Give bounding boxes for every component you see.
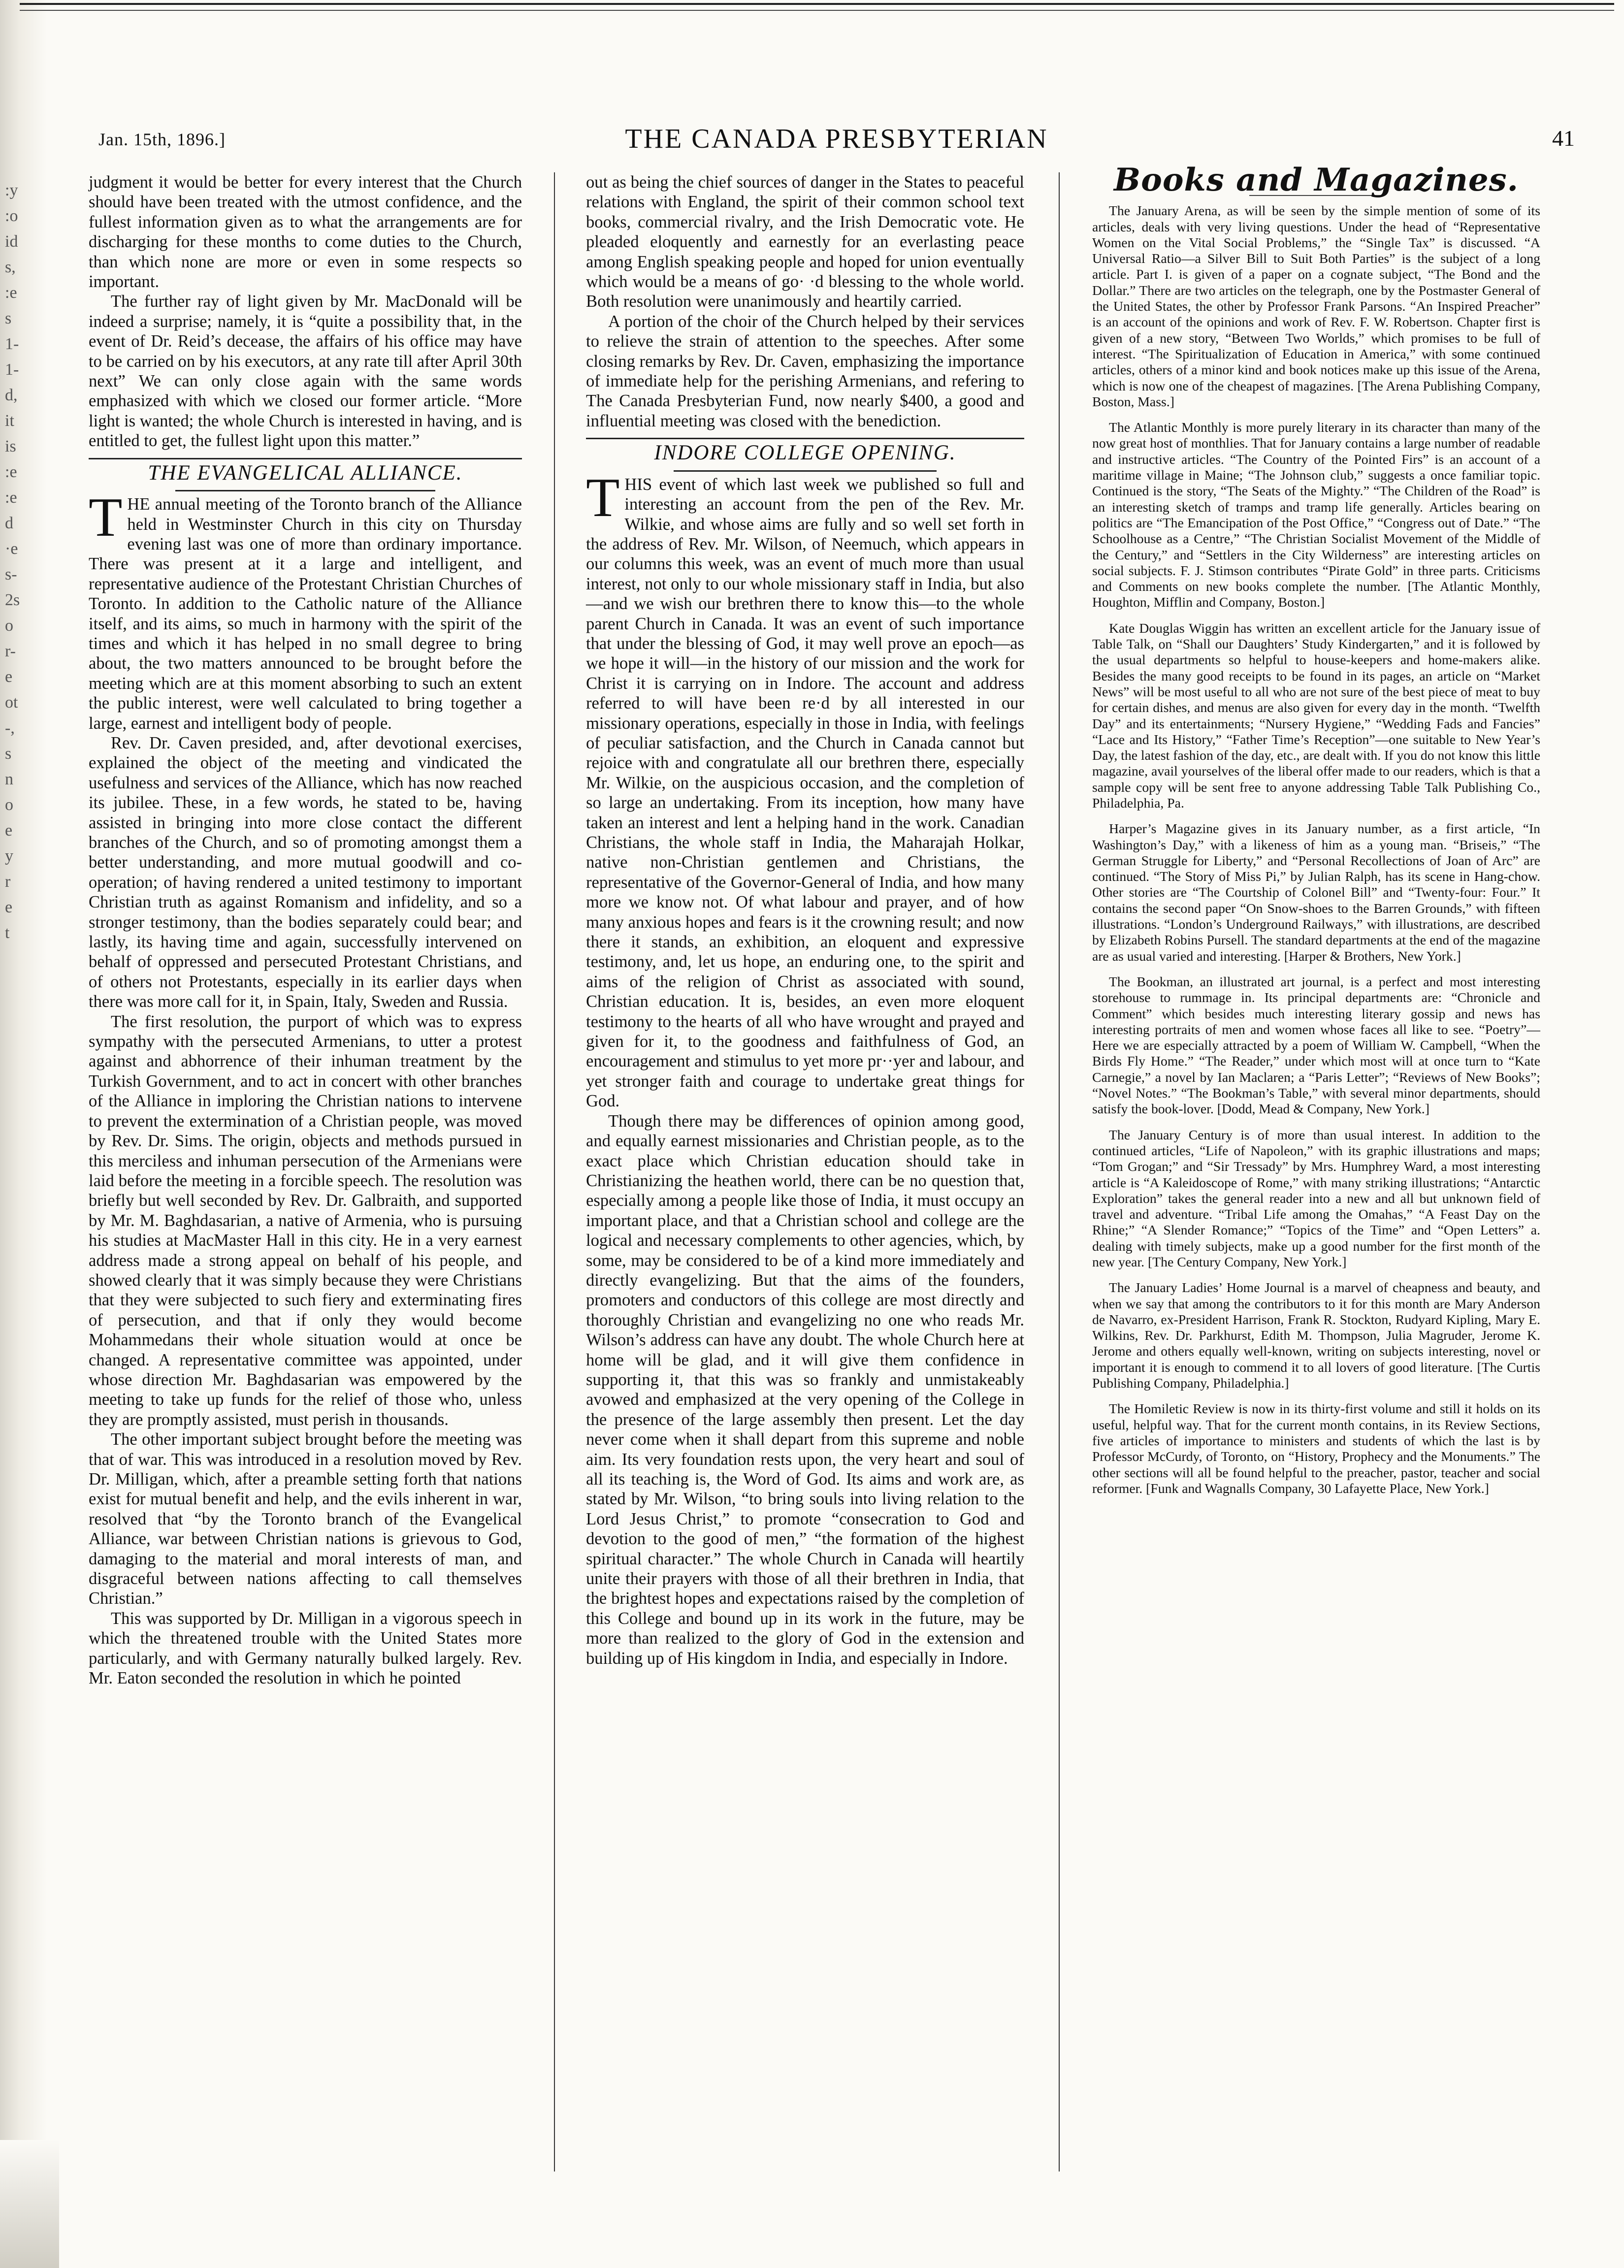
review-paragraph: Harper’s Magazine gives in its January number, as a first article, “In Washington’s Day,” with a likeness of him as a young man. “Briseis,” “The German Struggle for Liberty,” and “Personal Recollections of Joan of Arc” are continued. “The Story of Miss Pi,” by Julian Ralph, has its scene in Hang-chow. Other stories are “The Courtship of Colonel Bill” and “Twenty-four: Four.” It contains the second paper “On Snow-shoes to the Barren Grounds,” with fifteen illustrations. “London’s Underground Railways,” with illustrations, are described by Elizabeth Robins Pursell. The standard departments at the end of the magazine are as usual varied and interesting. [Harper & Brothers, New York.] xyxy=(1092,821,1540,964)
review-paragraph: Kate Douglas Wiggin has written an excellent article for the January issue of Table Talk, on “Shall our Daughters’ Study Kindergarten,” and it is followed by the usual departments so helpful to house-keepers and home-makers alike. Besides the many good receipts to be found in its pages, an article on “Market News” will be most useful to all who are not sure of the best piece of meat to buy for certain dishes, and menus are also given for every day in the month. “Twelfth Day” and its entertainments; “Nursery Hygiene,” “Wedding Fads and Fancies” “Lace and Its History,” “Father Time’s Reception”—one suitable to New Year’s Day, the latest fashion of the day, etc., are dealt with. If you do not know this little magazine, avail yourselves of the liberal offer made to our readers, which is that a sample copy will be sent free to anyone addressing Table Talk Publishing Co., Philadelphia, Pa. xyxy=(1092,620,1540,810)
section-heading-indore-college: INDORE COLLEGE OPENING. xyxy=(654,441,956,465)
paragraph: A portion of the choir of the Church helped by their services to relieve the strain of attention to the speeches. After some closing remarks by Rev. Dr. Caven, emphasizing the importance of immediate help for the perishing Armenians, and refering to The Canada Presbyterian Fund, now nearly $400, a good and influential meeting was closed with the benediction. xyxy=(586,312,1024,430)
review-paragraph: The Bookman, an illustrated art journal, is a perfect and most interesting storehouse to rummage in. Its principal departments are: “Chronicle and Comment” which besides much interesting literary gossip and news has interesting portraits of men and women whose faces all like to see. “Poetry”—Here we are especially attracted by a poem of William W. Campbell, “When the Birds Fly Home.” “The Reader,” under which most will at once turn to “Kate Carnegie,” a novel by Ian Maclaren; a “Paris Letter”; “Reviews of New Books”; “Novel Notes.” “The Bookman’s Table,” with several minor departments, should satisfy the book-lover. [Dodd, Mead & Company, New York.] xyxy=(1092,973,1540,1117)
column-3 xyxy=(1092,162,1540,1506)
issue-date: Jan. 15th, 1896.] xyxy=(98,130,226,149)
page-header xyxy=(98,123,1575,153)
paragraph-text: HIS event of which last week we published so full and interesting an account from the pen of the Rev. Mr. Wilkie, and whose aims are fully and so well set forth in the address of Rev. Mr. Wilson, of Neemuch, which appears in our columns this week, was an event of much more than usual interest, not only to our whole missionary staff in India, but also—and we wish our brethren there to know this—to the whole parent Church in Canada. It was an event of such importance that under the blessing of God, it may well prove an epoch—as we hope it will—in the history of our mission and the work for Christ it is carrying on in Indore. The account and address referred to will have been re·d by all interested in our missionary operations, especially in those in India, with feelings of peculiar satisfaction, and the Church in Canada cannot but rejoice with and congratulate all our brethren there, especially Mr. Wilkie, on the auspicious occasion, and the completion of so large an undertaking. From its inception, how many have taken an interest and lent a helping hand in the work. Canadian Christians, the whole staff in India, the Maharajah Holkar, native non-Christian gentlemen and Christians, the representative of the Governor-General of India, and how many more we know not. Of what labour and prayer, and of how many anxious hopes and fears is it the crowning result; and now there it stands, an exhibition, an eloquent and expressive testimony, and, let us hope, an enduring one, to the spirit and aims of the religion of Christ as associated with sound, Christian education. It is, besides, an even more eloquent testimony to the hearts of all who have wrought and prayed and given for it, to the goodness and faithfulness of God, an encouragement and stimulus to yet more pr··yer and labour, and yet stronger faith and courage to undertake great things for God. xyxy=(586,475,1024,1111)
margin-fragment: e xyxy=(5,898,13,916)
margin-fragment: :o xyxy=(5,207,18,225)
books-and-magazines-heading: Books and Magazines. xyxy=(1114,162,1519,198)
page-stain xyxy=(0,2140,59,2268)
paragraph: out as being the chief sources of danger in the States to peaceful relations with England, the spirit of their common school text books, commercial rivalry, and the Irish Democratic vote. He pleaded eloquently and earnestly for an everlasting peace among English speaking people and hoped for union eventually which would be a means of go· ·d blessing to the whole world. Both resolution were unanimously and heartily carried. xyxy=(586,173,1024,311)
drop-cap: T xyxy=(586,467,620,528)
top-border-rule xyxy=(20,3,1614,11)
margin-fragment: o xyxy=(5,796,13,814)
margin-fragment: :e xyxy=(5,284,17,302)
newspaper-title: THE CANADA PRESBYTERIAN xyxy=(625,124,1048,154)
margin-fragment: n xyxy=(5,770,13,788)
margin-fragment: 1- xyxy=(5,360,19,379)
section-rule xyxy=(89,458,522,459)
review-paragraph: The January Arena, as will be seen by the simple mention of some of its articles, deals with very living questions. Under the head of “Representative Women on the Vital Social Problems,” the “Single Tax” is discussed. “A Universal Ratio—a Silver Bill to Suit Both Parties” is the subject of a long article. Part I. is given of a paper on a cognate subject, “The Bond and the Dollar.” There are two articles on the telegraph, one by the Postmaster General of the United States, the other by Professor Frank Parsons. “An Inspired Preacher” is an account of the opinions and work of Rev. F. W. Robertson. Chapter first is given of a new story, “Between Two Worlds,” which promises to be full of interest. “The Spiritualization of Education in America,” with some continued articles, others of a minor kind and book notices make up this issue of the Arena, which is now one of the cheapest of magazines. [The Arena Publishing Company, Boston, Mass.] xyxy=(1092,203,1540,409)
margin-fragment: e xyxy=(5,668,13,686)
paragraph: The first resolution, the purport of which was to express sympathy with the persecuted Armenians, to utter a protest against and abhorrence of their inhuman treatment by the Turkish Government, and to act in concert with other branches of the Alliance in imploring the Christian nations to intervene to prevent the extermination of a Christian people, was moved by Rev. Dr. Sims. The origin, objects and methods pursued in this merciless and inhuman persecution of the Armenians were laid before the meeting in a forcible speech. The resolution was briefly but well seconded by Rev. Dr. Galbraith, and supported by Mr. M. Baghdasarian, a native of Armenia, who is pursuing his studies at MacMaster Hall in this city. He in a very earnest address made a strong appeal on behalf of his people, and showed clearly that it was simply because they were Christians that they were subjected to such fiery and exterminating fires of persecution, and that if only they would become Mohammedans their whole situation would at once be changed. A representative committee was appointed, under whose direction Mr. Baghdasarian was empowered by the meeting to take up funds for the relief of those who, unless they are promptly assisted, must perish in thousands. xyxy=(89,1012,522,1429)
margin-fragment: s, xyxy=(5,258,16,276)
margin-fragment: y xyxy=(5,847,13,865)
margin-fragment: :y xyxy=(5,181,18,199)
section-rule xyxy=(586,438,1024,439)
column-1 xyxy=(89,172,522,1688)
heading-rule xyxy=(175,490,435,491)
paragraph: This was supported by Dr. Milligan in a vigorous speech in which the threatened trouble with the United States more particularly, and with Germany naturally bulked largely. Rev. Mr. Eaton seconded the resolution in which he pointed xyxy=(89,1609,522,1688)
margin-fragment: e xyxy=(5,821,13,840)
margin-fragment: 1- xyxy=(5,335,19,353)
margin-fragment: o xyxy=(5,616,13,635)
review-paragraph: The Atlantic Monthly is more purely literary in its character than many of the now great host of monthlies. That for January contains a large number of readable and instructive articles. “The Country of the Pointed Firs” is an account of a maritime village in Maine; “The Johnson club,” suggests a once familiar topic. Continued is the story, “The Seats of the Mighty.” “The Children of the Road” is an interesting sketch of tramps and tramp life generally. Articles bearing on politics are “The Emancipation of the Post Office,” “Congress out of Date.” “The Schoolhouse as a Centre,” “The Christian Socialist Movement of the Middle of the Century,” and “Settlers in the City Wilderness” are interesting articles on social subjects. F. J. Stimson contributes “Pirate Gold” in three parts. Criticisms and Comments on new books complete the number. [The Atlantic Monthly, Houghton, Mifflin and Company, Boston.] xyxy=(1092,420,1540,610)
drop-cap: T xyxy=(89,487,123,549)
page-number: 41 xyxy=(1552,126,1575,151)
paragraph: The other important subject brought before the meeting was that of war. This was introduced in a resolution moved by Rev. Dr. Milligan, which, after a preamble setting forth that nations exist for mutual benefit and help, and the evils inherent in war, resolved that “by the Toronto branch of the Evangelical Alliance, war between Christian nations is grievous to God, damaging to the material and moral interests of man, and disgraceful between nations affecting to call themselves Christian.” xyxy=(89,1430,522,1608)
review-paragraph: The Homiletic Review is now in its thirty-first volume and still it holds on its useful, helpful way. That for the current month contains, in its Review Sections, five articles of importance to ministers and students of which the last is by Professor McCurdy, of Toronto, on “History, Prophecy and the Monuments.” The other sections will all be found helpful to the preacher, pastor, teacher and social reformer. [Funk and Wagnalls Company, 30 Lafayette Place, New York.] xyxy=(1092,1401,1540,1496)
margin-fragment: 2s xyxy=(5,591,20,609)
paragraph xyxy=(586,467,1024,1111)
margin-fragment: t xyxy=(5,924,10,942)
margin-fragment: r xyxy=(5,873,11,891)
column-divider xyxy=(554,172,555,2171)
margin-fragment: :e xyxy=(5,488,17,507)
margin-fragment: d xyxy=(5,514,13,532)
margin-fragment: :e xyxy=(5,463,17,481)
margin-fragment: d, xyxy=(5,386,18,404)
paragraph: Though there may be differences of opinion among good, and equally earnest missionaries and Christian people, as to the exact place which Christian education should take in Christianizing the heathen world, there can be no question that, especially among a people like those of India, it must occupy an important place, and that a Christian school and college are the logical and necessary complements to other agencies, which, by some, may be considered to be of a kind more immediately and directly evangelizing. But that the aims of the founders, promoters and conductors of this college are most directly and thoroughly Christian and evangelizing no one who reads Mr. Wilson’s address can have any doubt. The whole Church here at home will be glad, and it will give them confidence in supporting it, that this was so frankly and unmistakeably avowed and emphasized at the very opening of the College in the presence of the large assembly then present. Let the day never come when it shall depart from this supreme and noble aim. Its very foundation rests upon, the very heart and soul of all its teaching is, the Word of God. Its aims and work are, as stated by Mr. Wilson, “to bring souls into living relation to the Lord Jesus Christ,” to promote “consecration to God and devotion to the good of men,” “the formation of the highest spiritual character.” The whole Church in Canada will heartily unite their prayers with those of all their brethren in India, that the brightest hopes and expectations raised by the completion of this College and bound up in its work in the future, may be more than realized to the glory of God in the extension and building up of His kingdom in India, and especially in Indore. xyxy=(586,1111,1024,1668)
margin-fragment: s xyxy=(5,745,12,763)
margin-fragment: ot xyxy=(5,693,18,712)
paragraph: Rev. Dr. Caven presided, and, after devotional exercises, explained the object of the meeting and vindicated the usefulness and services of the Alliance, which has now reached its jubilee. These, in a few words, he stated to be, having assisted in bringing into more close contact the different branches of the Church, and so of promoting amongst them a better understanding, and more mutual goodwill and co-operation; of having rendered a united testimony to important Christian truth as against Romanism and infidelity, and so a stronger testimony, than the bodies separately could bear; and lastly, its having time and again, successfully intervened on behalf of oppressed and persecuted Protestant Christians, and of others not Protestants, especially in its earlier days when there was more call for it, in Spain, Italy, Sweden and Russia. xyxy=(89,733,522,1011)
margin-fragment: it xyxy=(5,412,14,430)
column-divider xyxy=(1059,172,1060,2171)
margin-fragment: id xyxy=(5,232,18,251)
margin-fragment: ·e xyxy=(5,540,18,558)
paragraph xyxy=(89,487,522,733)
review-paragraph: The January Century is of more than usual interest. In addition to the continued articles, “Life of Napoleon,” with its graphic illustrations and maps; “Tom Grogan;” and “Sir Tressady” by Mrs. Humphrey Ward, a most interesting article is “A Kaleidoscope of Rome,” with many striking illustrations; “Antarctic Exploration” takes the general reader into a new and all but unknown field of travel and adventure. “Tribal Life among the Omahas,” “A Feast Day on the Rhine;” “A Slender Romance;” “Topics of the Time” and “Open Letters” a. dealing with timely subjects, make up a good number for the first month of the new year. [The Century Company, New York.] xyxy=(1092,1127,1540,1269)
column-2 xyxy=(586,172,1024,1668)
paragraph: The further ray of light given by Mr. MacDonald will be indeed a surprise; namely, it is “quite a possibility that, in the event of Dr. Reid’s decease, the affairs of his office may have to be carried on by his executors, at any rate till after April 30th next” We can only close again with the same words emphasized with which we closed our former article. “More light is wanted; the whole Church is interested in having, and is entitled to get, the fullest light upon this matter.” xyxy=(89,292,522,451)
margin-fragment: s- xyxy=(5,565,17,583)
section-heading-evangelical-alliance: THE EVANGELICAL ALLIANCE. xyxy=(148,461,463,485)
review-paragraph: The January Ladies’ Home Journal is a marvel of cheapness and beauty, and when we say that among the contributors to it for this month are Mary Anderson de Navarro, ex-President Harrison, Frank R. Stockton, Rudyard Kipling, Mary E. Wilkins, Rev. Dr. Parkhurst, Edith M. Thompson, Julia Magruder, Jerome K. Jerome and others equally well-known, writing on subjects interesting, novel or important it is enough to commend it to all lovers of good literature. [The Curtis Publishing Company, Philadelphia.] xyxy=(1092,1280,1540,1391)
paragraph-text: HE annual meeting of the Toronto branch of the Alliance held in Westminster Church in this city on Thursday evening last was one of more than ordinary importance. There was present at it a large and intelligent, and representative audience of the Protestant Christian Churches of Toronto. In addition to the Catholic nature of the Alliance itself, and its aims, so much in harmony with the spirit of the times and which it has helped in no small degree to bring about, the two matters announced to be brought before the meeting which are at this moment absorbing to such an extent the public interest, were well calculated to bring together a large, earnest and intelligent body of people. xyxy=(89,495,522,733)
margin-fragment: is xyxy=(5,437,16,455)
margin-fragment: -, xyxy=(5,719,15,737)
paragraph: judgment it would be better for every interest that the Church should have been treated with the utmost confidence, and the fullest information given as to what the arrangements are for discharging for these months to come duties to the Church, than which none are more or even in some respects so important. xyxy=(89,173,522,292)
margin-fragment: r- xyxy=(5,642,16,660)
margin-fragment: s xyxy=(5,309,12,327)
heading-rule xyxy=(674,470,937,472)
